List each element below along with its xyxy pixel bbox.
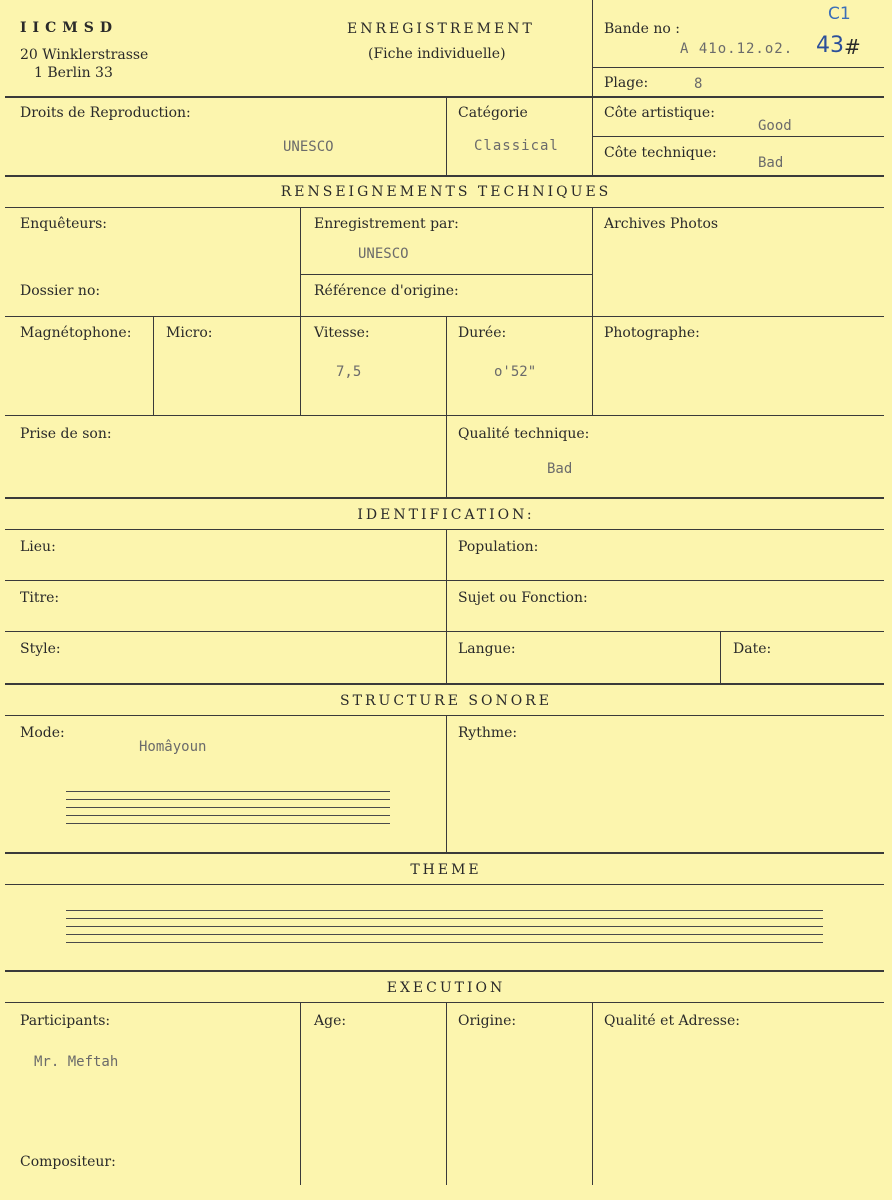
duree-value: o'52" [494, 364, 537, 380]
categorie-label: Catégorie [458, 105, 528, 121]
divider [300, 1003, 301, 1185]
divider [5, 715, 884, 716]
divider [446, 1003, 447, 1185]
enregistrement-par-value: UNESCO [358, 246, 409, 262]
droits-value: UNESCO [283, 139, 334, 155]
age-label: Age: [314, 1013, 347, 1029]
divider [5, 415, 884, 416]
vitesse-value: 7,5 [336, 364, 362, 380]
divider [720, 631, 721, 684]
micro-label: Micro: [166, 325, 213, 341]
divider [5, 316, 884, 317]
bande-handwritten: 43 [816, 33, 844, 58]
cote-technique-value: Bad [758, 155, 784, 171]
prise-de-son-label: Prise de son: [20, 426, 112, 442]
divider [446, 530, 447, 684]
hash-mark: # [844, 35, 861, 59]
divider [5, 1002, 884, 1003]
qualite-adresse-label: Qualité et Adresse: [604, 1013, 740, 1029]
address-line-2: 1 Berlin 33 [34, 65, 113, 81]
participants-label: Participants: [20, 1013, 111, 1029]
divider [5, 529, 884, 530]
staff-line [66, 934, 823, 935]
divider [5, 207, 884, 208]
divider [592, 97, 593, 176]
address-line-1: 20 Winklerstrasse [20, 47, 149, 63]
cote-artistique-label: Côte artistique: [604, 105, 715, 121]
staff-line [66, 910, 823, 911]
plage-value: 8 [694, 76, 703, 92]
staff-line [66, 823, 390, 824]
divider [592, 1003, 593, 1185]
divider [5, 497, 884, 499]
qualite-technique-label: Qualité technique: [458, 426, 590, 442]
form-title: ENREGISTREMENT [347, 21, 535, 37]
population-label: Population: [458, 539, 539, 555]
divider [5, 175, 884, 177]
org-logo: IICMSD [20, 20, 118, 36]
sujet-label: Sujet ou Fonction: [458, 590, 588, 606]
bande-value: A 41o.12.o2. [680, 41, 794, 57]
divider [300, 208, 301, 416]
divider [5, 683, 884, 685]
form-subtitle: (Fiche individuelle) [368, 46, 506, 62]
enregistrement-par-label: Enregistrement par: [314, 216, 459, 232]
qualite-technique-value: Bad [547, 461, 573, 477]
divider [5, 631, 884, 632]
plage-label: Plage: [604, 75, 649, 91]
participants-value: Mr. Meftah [34, 1054, 119, 1070]
date-label: Date: [733, 641, 772, 657]
divider [5, 970, 884, 972]
divider [446, 316, 447, 498]
photographe-label: Photographe: [604, 325, 700, 341]
rythme-label: Rythme: [458, 725, 518, 741]
style-label: Style: [20, 641, 61, 657]
staff-line [66, 815, 390, 816]
categorie-value: Classical [474, 138, 559, 154]
droits-label: Droits de Reproduction: [20, 105, 191, 121]
divider [592, 136, 884, 137]
section-heading-technique: RENSEIGNEMENTS TECHNIQUES [280, 184, 612, 200]
divider [592, 0, 593, 97]
staff-line [66, 791, 390, 792]
vitesse-label: Vitesse: [314, 325, 370, 341]
compositeur-label: Compositeur: [20, 1154, 116, 1170]
divider [300, 274, 592, 275]
section-heading-structure: STRUCTURE SONORE [340, 693, 552, 709]
divider [5, 580, 884, 581]
section-heading-theme: THEME [410, 862, 482, 878]
section-heading-identification: IDENTIFICATION: [357, 507, 535, 523]
staff-line [66, 799, 390, 800]
staff-line [66, 918, 823, 919]
bande-label: Bande no : [604, 21, 680, 37]
cote-artistique-value: Good [758, 118, 792, 134]
origine-label: Origine: [458, 1013, 517, 1029]
langue-label: Langue: [458, 641, 516, 657]
divider [446, 716, 447, 853]
divider [592, 67, 884, 68]
mode-value: Homâyoun [139, 739, 207, 755]
divider [592, 208, 593, 416]
staff-line [66, 926, 823, 927]
divider [153, 316, 154, 416]
dossier-label: Dossier no: [20, 283, 101, 299]
cote-technique-label: Côte technique: [604, 145, 717, 161]
magnetophone-label: Magnétophone: [20, 325, 132, 341]
mode-label: Mode: [20, 725, 65, 741]
staff-line [66, 807, 390, 808]
divider [5, 884, 884, 885]
bande-handwritten-top: C1 [828, 4, 851, 24]
divider [446, 97, 447, 176]
archives-photos-label: Archives Photos [604, 216, 719, 232]
lieu-label: Lieu: [20, 539, 56, 555]
duree-label: Durée: [458, 325, 507, 341]
titre-label: Titre: [20, 590, 60, 606]
enqueteurs-label: Enquêteurs: [20, 216, 108, 232]
reference-label: Référence d'origine: [314, 283, 459, 299]
divider [5, 852, 884, 854]
section-heading-execution: EXECUTION [386, 980, 506, 996]
divider [5, 96, 884, 98]
staff-line [66, 942, 823, 943]
